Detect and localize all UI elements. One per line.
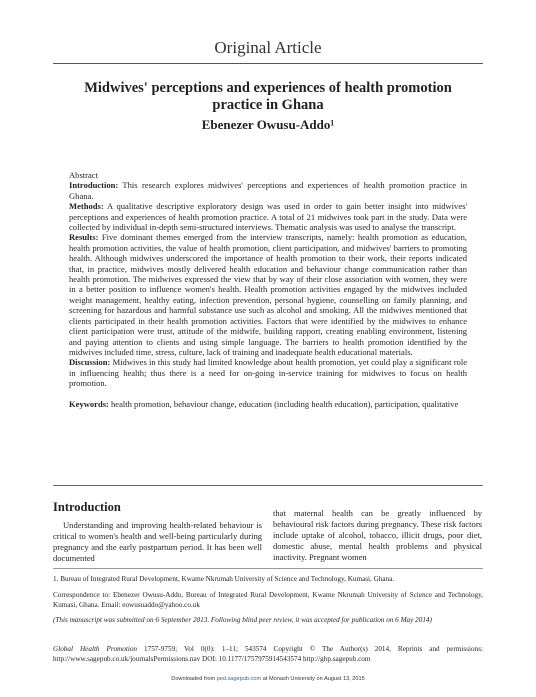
keywords-text: health promotion, behaviour change, education (including health education), participation, qualitative [108, 398, 459, 409]
abstract-keywords [69, 399, 467, 409]
journal-name: Global Health Promotion [53, 645, 138, 653]
footnote-citation [53, 645, 483, 664]
introduction-right-column [273, 508, 482, 563]
download-site-link[interactable]: ped.sagepub.com [216, 676, 262, 682]
footnote-rule [53, 568, 483, 569]
abstract-results-label: Results: [69, 232, 99, 243]
keywords-label: Keywords: [69, 398, 109, 409]
download-suffix: at Monash University on August 13, 2015 [261, 676, 365, 682]
introduction-left-text: Understanding and improving health-related behaviour is critical to women's health and well-being particularly during pregnancy and the early postpartum period. It has been well documented [53, 520, 262, 563]
abstract-methods-label: Methods: [69, 201, 104, 212]
abstract-methods-text: A qualitative descriptive exploratory design was used in order to gain better insight into midwives' perceptions and experiences of health promotion practice. A total of 21 midwives took part in the study. Data were collected by individual in-depth semi-structured interviews. Thematic analysis was used to analyse the transcript. [69, 201, 467, 233]
footnote-correspondence [53, 591, 483, 610]
download-line [0, 676, 536, 682]
article-title: Midwives' perceptions and experiences of health promotion practice in Ghana [84, 80, 452, 113]
abstract-block [69, 170, 467, 409]
abstract-methods [69, 201, 467, 232]
abstract-results [69, 232, 467, 357]
abstract-heading: Abstract [69, 170, 98, 180]
footnote-submission [53, 616, 483, 626]
abstract-introduction-label: Introduction: [69, 180, 119, 191]
abstract-rule [53, 485, 483, 486]
abstract-discussion-label: Discussion: [69, 357, 111, 368]
introduction-left-column [53, 520, 262, 564]
abstract-discussion-text: Midwives in this study had limited knowledge about health promotion, yet could play a significant role in influencing health; thus there is a need for on-going in-service training for midwives to focus on health promotion. [69, 357, 467, 389]
abstract-introduction [69, 180, 467, 201]
abstract-discussion [69, 357, 467, 388]
citation-text: 1757-9759; Vol 0(0): 1–11; 543574 Copyright © The Author(s) 2014, Reprints and permissions: http://www.sagepub.co.uk/journalsPermissions.nav DOI: 10.1177/1757975914543574 http://ghp.sagepub.com [53, 645, 483, 663]
citation-line [53, 645, 483, 664]
article-author: Ebenezer Owusu-Addo¹ [201, 117, 335, 132]
introduction-right-text: that maternal health can be greatly influenced by behavioural risk factors during pregnancy. These risk factors include uptake of alcohol, tobacco, illicit drugs, poor diet, domestic abuse, mental health problems and physical inactivity. Pregnant women [273, 508, 482, 562]
footnote-affiliation [53, 575, 483, 585]
header-rule [53, 63, 483, 64]
affiliation-text: 1. Bureau of Integrated Rural Development, Kwame Nkrumah University of Science and Technology, Kumasi, Ghana. [53, 575, 395, 583]
abstract-results-text: Five dominant themes emerged from the interview transcripts, namely: health promotion as education, health promotion activities, the value of health promotion, client participation, and midwives' barriers to promoting health. Although midwives underscored the importance of health promotion to their work, their reports indicated that, in practice, midwives mostly delivered health education and behaviour change communication rather than health promotion. The midwives expressed the view that by way of their close association with women, they were in a better position to influence women's health. Health promotion activities engaged by the midwives included weight management, healthy eating, infection prevention, personal hygiene, counselling on family planning, and screening for hazardous and harmful substance use such as alcohol and smoking. All the midwives mentioned that clients participated in their health promotion activities. Factors that were identified by the midwives to enhance client participation were trust, attitude of the midwife, building rapport, creating enabling environment, listening and paying attention to clients and using simple language. The barriers to health promotion identified by the midwives included time, stress, culture, lack of training and inadequate health educational materials. [69, 232, 467, 357]
correspondence-text: Correspondence to: Ebenezer Owusu-Addo, Bureau of Integrated Rural Development, Kwame Nkrumah University of Science and Technology, Kumasi, Ghana. Email: eowusuaddo@yahoo.co.uk [53, 591, 483, 609]
section-label: Original Article [214, 38, 322, 57]
submission-text: (This manuscript was submitted on 6 September 2013. Following blind peer review, it was accepted for publication on 6 May 2014) [53, 616, 432, 624]
abstract-introduction-text: This research explores midwives' perceptions and experiences of health promotion practice in Ghana. [69, 180, 467, 201]
download-prefix: Downloaded from [171, 676, 217, 682]
introduction-heading: Introduction [53, 500, 121, 514]
